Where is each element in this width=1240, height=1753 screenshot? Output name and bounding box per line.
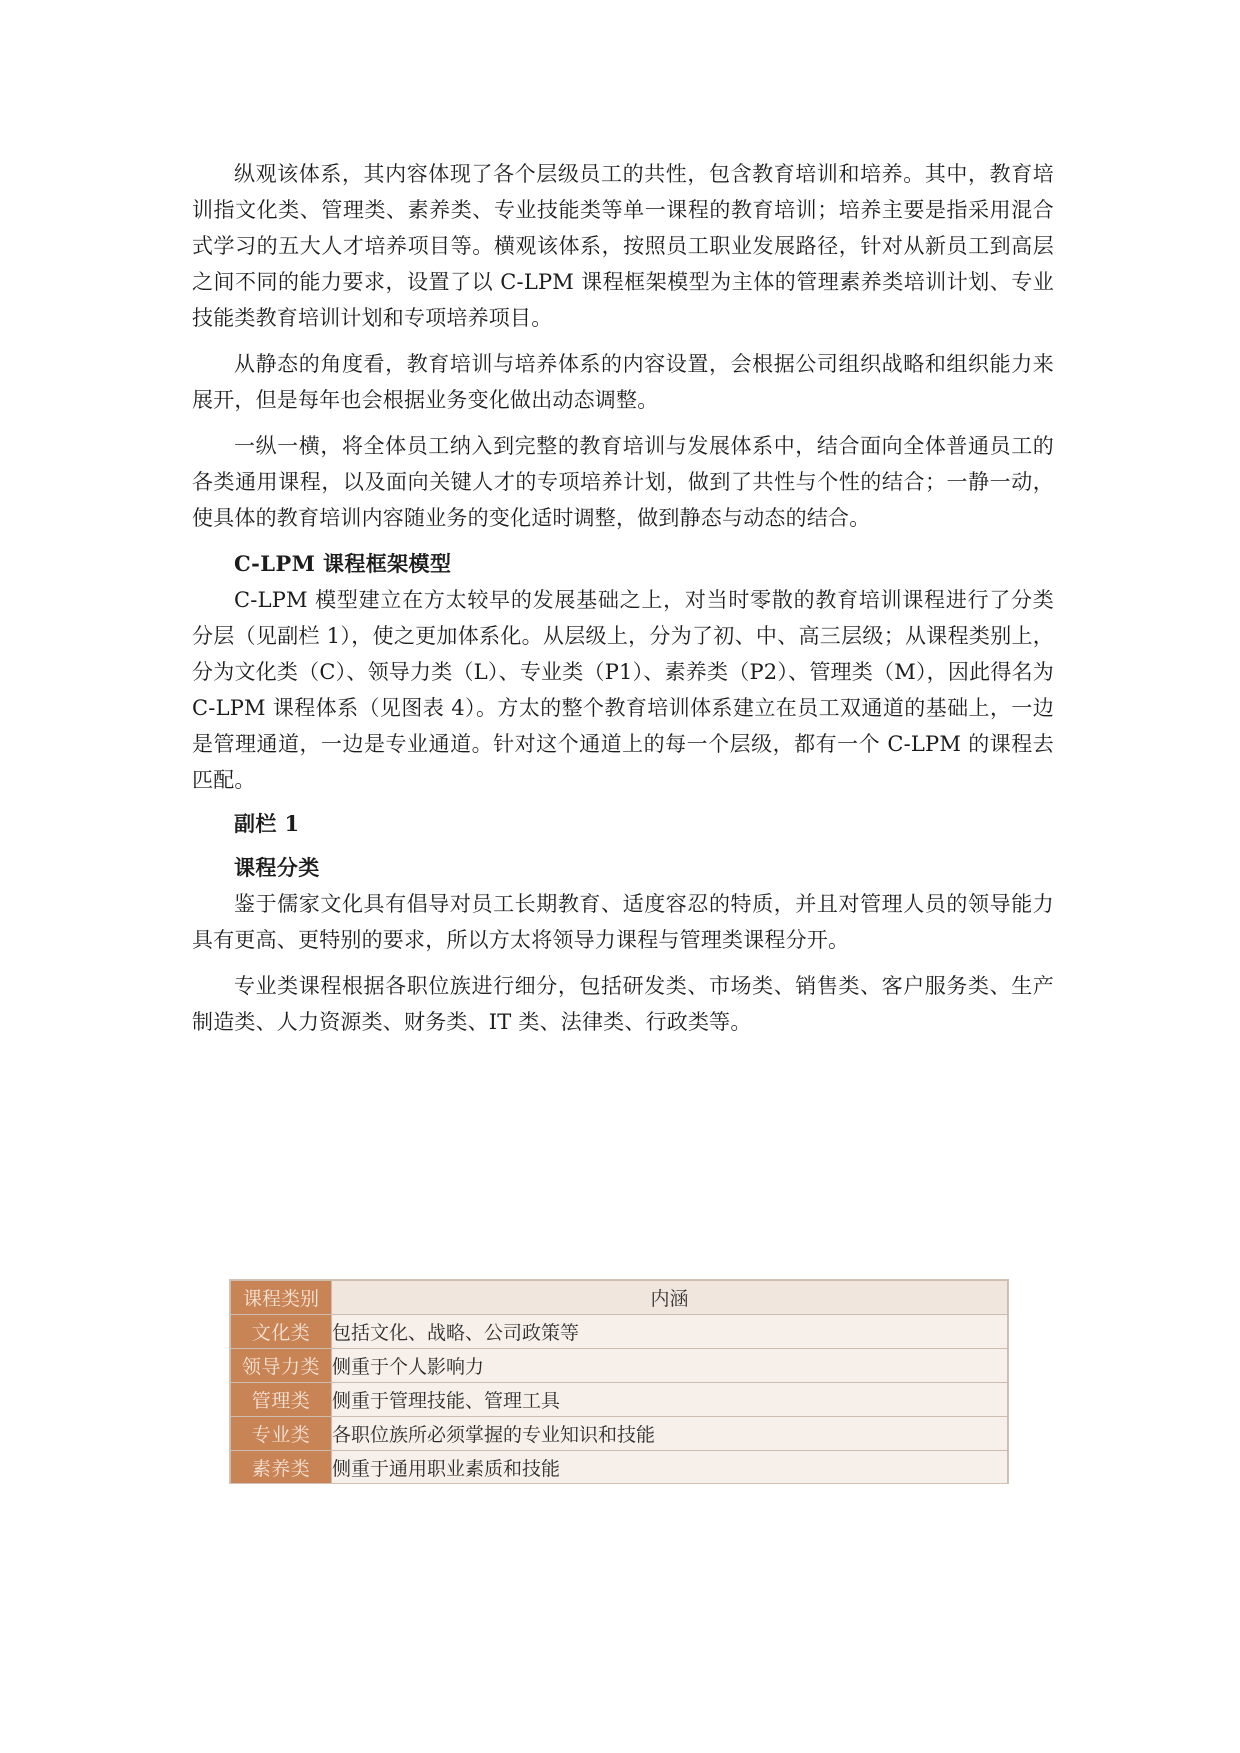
content-cell: 各职位族所必须掌握的专业知识和技能	[332, 1417, 1008, 1451]
category-cell: 文化类	[231, 1315, 332, 1349]
table-row	[231, 1383, 1008, 1417]
table-row	[231, 1417, 1008, 1451]
section-heading-model: C-LPM 课程框架模型	[234, 551, 452, 576]
table-row	[231, 1315, 1008, 1349]
table-header-row	[231, 1281, 1008, 1315]
table-row	[231, 1451, 1008, 1485]
paragraph-overview: 纵观该体系，其内容体现了各个层级员工的共性，包含教育培训和培养。其中，教育培训指文化类、管理类、素养类、专业技能类等单一课程的教育培训；培养主要是指采用混合式学习的五大人才培养项目等。横观该体系，按照员工职业发展路径，针对从新员工到高层之间不同的能力要求，设置了以 C-LPM 课程框架模型为主体的管理素养类培训计划、专业技能类教育培训计划和专项培养项目。	[192, 162, 1054, 330]
course-table	[230, 1280, 1008, 1484]
paragraph-vertical-horizontal: 一纵一横，将全体员工纳入到完整的教育培训与发展体系中，结合面向全体普通员工的各类通用课程，以及面向关键人才的专项培养计划，做到了共性与个性的结合；一静一动，使具体的教育培训内容随业务的变化适时调整，做到静态与动态的结合。	[192, 434, 1054, 530]
content-cell: 包括文化、战略、公司政策等	[332, 1315, 1008, 1349]
category-cell: 管理类	[231, 1383, 332, 1417]
header-category: 课程类别	[231, 1281, 332, 1315]
content-cell: 侧重于管理技能、管理工具	[332, 1383, 1008, 1417]
sidebar-heading: 副栏 1	[234, 811, 300, 836]
category-cell: 领导力类	[231, 1349, 332, 1383]
document-body	[192, 156, 1061, 1040]
table-row	[231, 1349, 1008, 1383]
header-content: 内涵	[332, 1281, 1008, 1315]
paragraph-static-view: 从静态的角度看，教育培训与培养体系的内容设置，会根据公司组织战略和组织能力来展开，但是每年也会根据业务变化做出动态调整。	[192, 352, 1054, 412]
paragraph-professional: 专业类课程根据各职位族进行细分，包括研发类、市场类、销售类、客户服务类、生产制造类、人力资源类、财务类、IT 类、法律类、行政类等。	[192, 974, 1054, 1034]
content-cell: 侧重于通用职业素质和技能	[332, 1451, 1008, 1485]
paragraph-model: C-LPM 模型建立在方太较早的发展基础之上，对当时零散的教育培训课程进行了分类分层（见副栏 1），使之更加体系化。从层级上，分为了初、中、高三层级；从课程类别上，分为文化类（C）、领导力类（L）、专业类（P1）、素养类（P2）、管理类（M），因此得名为 C-LPM 课程体系（见图表 4）。方太的整个教育培训体系建立在员工双通道的基础上，一边是管理通道，一边是专业通道。针对这个通道上的每一个层级，都有一个 C-LPM 的课程去匹配。	[192, 588, 1061, 792]
category-cell: 专业类	[231, 1417, 332, 1451]
content-cell: 侧重于个人影响力	[332, 1349, 1008, 1383]
paragraph-leadership: 鉴于儒家文化具有倡导对员工长期教育、适度容忍的特质，并且对管理人员的领导能力具有更高、更特别的要求，所以方太将领导力课程与管理类课程分开。	[192, 892, 1054, 952]
category-heading: 课程分类	[234, 855, 320, 880]
category-cell: 素养类	[231, 1451, 332, 1485]
course-category-table	[229, 1279, 1009, 1484]
